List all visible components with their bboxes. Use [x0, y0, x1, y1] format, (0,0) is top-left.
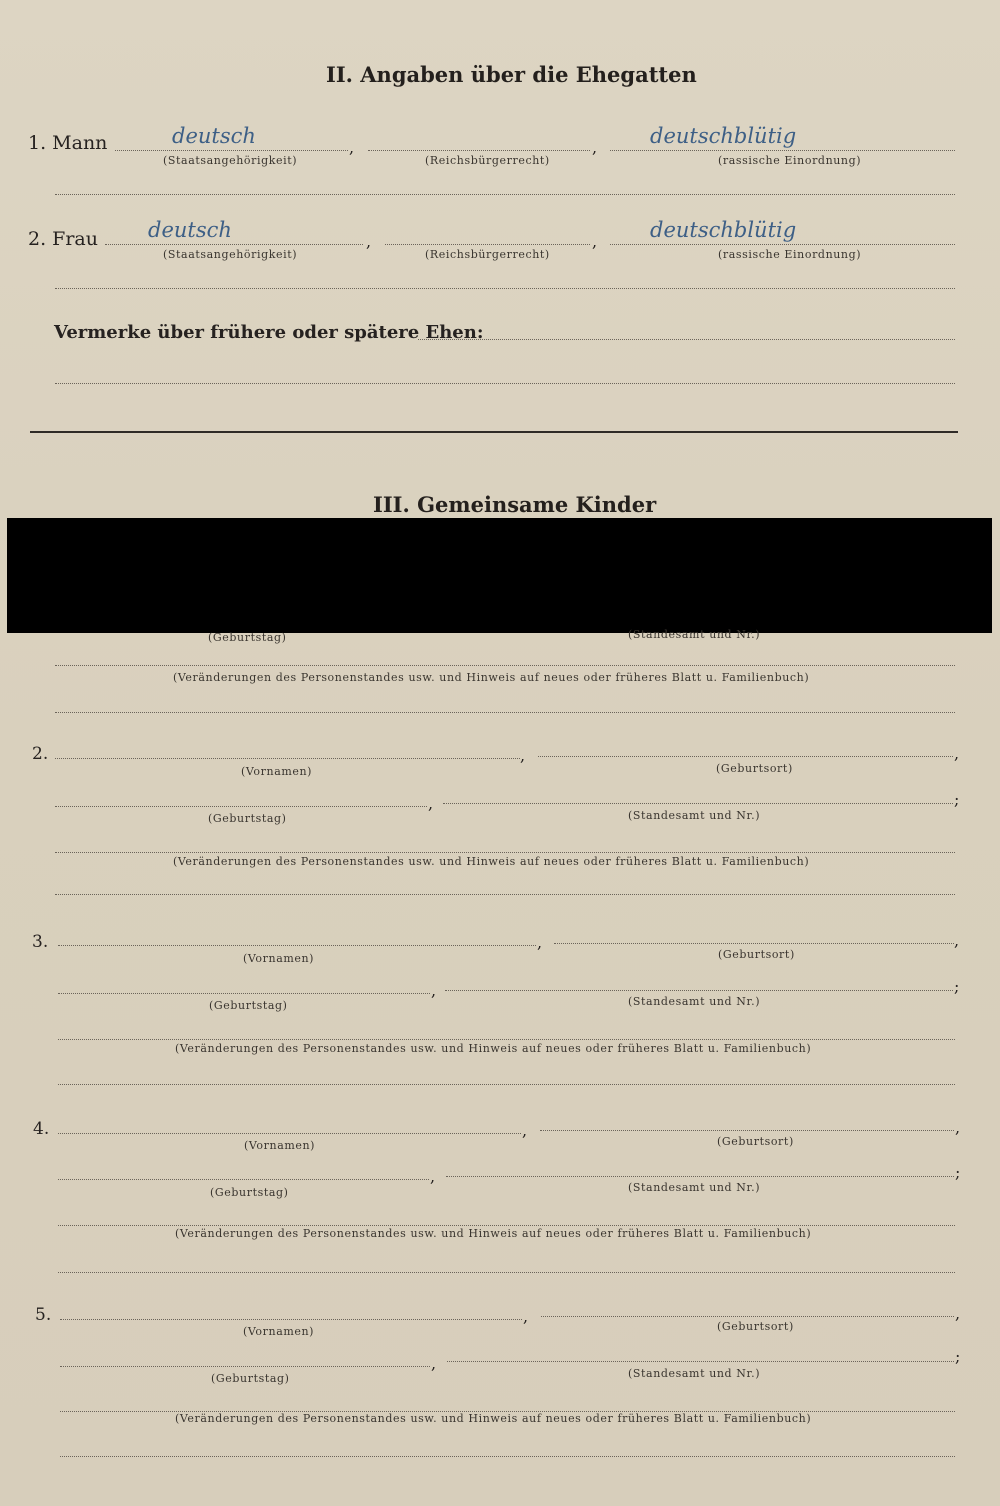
semicolon: ; [955, 1347, 961, 1366]
caption-geburtstag: (Geburtstag) [210, 1186, 289, 1199]
caption-geburtsort: (Geburtsort) [718, 948, 795, 961]
caption-standesamt: (Standesamt und Nr.) [628, 995, 761, 1008]
caption-geburtstag: (Geburtstag) [208, 812, 287, 825]
frau-label: 2. Frau [28, 228, 98, 250]
caption-geburtstag: (Geburtstag) [209, 999, 288, 1012]
frau-rassische-einordnung-value: deutschblütig [650, 218, 797, 242]
child-4-standesamt-line[interactable] [446, 1176, 954, 1177]
vermerke-line-1[interactable] [418, 339, 955, 340]
comma: , [537, 933, 543, 952]
caption-vornamen: (Vornamen) [241, 765, 313, 778]
section-3-title: III. Gemeinsame Kinder [373, 492, 657, 517]
child-2-number: 2. [32, 744, 49, 764]
child-4-number: 4. [33, 1119, 50, 1139]
comma: , [954, 931, 960, 950]
caption-veraenderungen: (Veränderungen des Personenstandes usw. und Hinweis auf neues oder früheres Blatt u. Familienbuch) [175, 1042, 812, 1055]
child-4-geburtstag-line[interactable] [58, 1179, 429, 1180]
child-1-changes-line[interactable] [55, 665, 955, 666]
frau-staatsangehoerigkeit-value: deutsch [148, 218, 232, 242]
caption-geburtsort: (Geburtsort) [716, 762, 793, 775]
child-2-vornamen-line[interactable] [55, 758, 520, 759]
comma: , [592, 138, 598, 157]
caption-staatsangehoerigkeit: (Staatsangehörigkeit) [163, 154, 298, 167]
caption-geburtstag: (Geburtstag) [211, 1372, 290, 1385]
child-2-changes-line-2[interactable] [55, 894, 955, 895]
mann-continuation-line[interactable] [55, 194, 955, 195]
caption-reichsbuergerrecht: (Reichsbürgerrecht) [425, 248, 550, 261]
mann-staatsangehoerigkeit-value: deutsch [172, 124, 256, 148]
child-5-vornamen-line[interactable] [60, 1319, 522, 1320]
semicolon: ; [955, 1163, 961, 1182]
caption-reichsbuergerrecht: (Reichsbürgerrecht) [425, 154, 550, 167]
comma: , [955, 1304, 961, 1323]
section-2-title: II. Angaben über die Ehegatten [326, 62, 697, 87]
mann-rassische-einordnung-value: deutschblütig [650, 124, 797, 148]
comma: , [431, 981, 437, 1000]
child-3-geburtstag-line[interactable] [58, 993, 430, 994]
child-2-geburtstag-line[interactable] [55, 806, 427, 807]
caption-geburtstag: (Geburtstag) [208, 631, 287, 644]
caption-vornamen: (Vornamen) [243, 1325, 315, 1338]
section-divider [30, 431, 958, 433]
caption-veraenderungen: (Veränderungen des Personenstandes usw. und Hinweis auf neues oder früheres Blatt u. Familienbuch) [173, 855, 810, 868]
frau-reichsbuergerrecht-line[interactable] [385, 244, 590, 245]
child-5-standesamt-line[interactable] [447, 1361, 954, 1362]
child-5-number: 5. [35, 1305, 52, 1325]
caption-standesamt: (Standesamt und Nr.) [628, 628, 761, 641]
caption-geburtsort: (Geburtsort) [717, 1320, 794, 1333]
child-4-geburtsort-line[interactable] [540, 1130, 954, 1131]
child-3-geburtsort-line[interactable] [554, 943, 954, 944]
comma: , [349, 138, 355, 157]
redaction-block [7, 518, 992, 633]
semicolon: ; [954, 977, 960, 996]
frau-continuation-line[interactable] [55, 288, 955, 289]
comma: , [523, 1307, 529, 1326]
comma: , [431, 1354, 437, 1373]
vermerke-label: Vermerke über frühere oder spätere Ehen: [54, 322, 484, 343]
caption-vornamen: (Vornamen) [243, 952, 315, 965]
child-2-standesamt-line[interactable] [443, 803, 953, 804]
comma: , [430, 1167, 436, 1186]
caption-standesamt: (Standesamt und Nr.) [628, 1367, 761, 1380]
caption-standesamt: (Standesamt und Nr.) [628, 1181, 761, 1194]
child-3-vornamen-line[interactable] [58, 945, 536, 946]
comma: , [522, 1121, 528, 1140]
comma: , [954, 744, 960, 763]
caption-staatsangehoerigkeit: (Staatsangehörigkeit) [163, 248, 298, 261]
caption-geburtsort: (Geburtsort) [717, 1135, 794, 1148]
child-4-changes-line[interactable] [58, 1225, 955, 1226]
child-3-changes-line[interactable] [58, 1039, 955, 1040]
child-3-changes-line-2[interactable] [58, 1084, 955, 1085]
caption-rassische-einordnung: (rassische Einordnung) [718, 248, 862, 261]
caption-standesamt: (Standesamt und Nr.) [628, 809, 761, 822]
semicolon: ; [954, 790, 960, 809]
comma: , [366, 232, 372, 251]
mann-rassische-einordnung-line[interactable] [610, 150, 955, 151]
comma: , [428, 794, 434, 813]
child-5-geburtstag-line[interactable] [60, 1366, 430, 1367]
child-2-geburtsort-line[interactable] [538, 756, 953, 757]
mann-staatsangehoerigkeit-line[interactable] [115, 150, 348, 151]
child-4-vornamen-line[interactable] [58, 1133, 521, 1134]
caption-veraenderungen: (Veränderungen des Personenstandes usw. und Hinweis auf neues oder früheres Blatt u. Familienbuch) [175, 1412, 812, 1425]
comma: , [955, 1118, 961, 1137]
child-2-changes-line[interactable] [55, 852, 955, 853]
child-4-changes-line-2[interactable] [58, 1272, 955, 1273]
caption-veraenderungen: (Veränderungen des Personenstandes usw. und Hinweis auf neues oder früheres Blatt u. Familienbuch) [173, 671, 810, 684]
frau-staatsangehoerigkeit-line[interactable] [105, 244, 363, 245]
child-3-standesamt-line[interactable] [445, 990, 953, 991]
mann-reichsbuergerrecht-line[interactable] [368, 150, 590, 151]
child-1-changes-line-2[interactable] [55, 712, 955, 713]
child-5-changes-line-2[interactable] [60, 1456, 955, 1457]
caption-veraenderungen: (Veränderungen des Personenstandes usw. und Hinweis auf neues oder früheres Blatt u. Familienbuch) [175, 1227, 812, 1240]
caption-vornamen: (Vornamen) [244, 1139, 316, 1152]
comma: , [592, 232, 598, 251]
frau-rassische-einordnung-line[interactable] [610, 244, 955, 245]
caption-rassische-einordnung: (rassische Einordnung) [718, 154, 862, 167]
child-3-number: 3. [32, 932, 49, 952]
comma: , [520, 746, 526, 765]
mann-label: 1. Mann [28, 132, 108, 154]
child-5-geburtsort-line[interactable] [541, 1316, 954, 1317]
vermerke-line-2[interactable] [55, 383, 955, 384]
